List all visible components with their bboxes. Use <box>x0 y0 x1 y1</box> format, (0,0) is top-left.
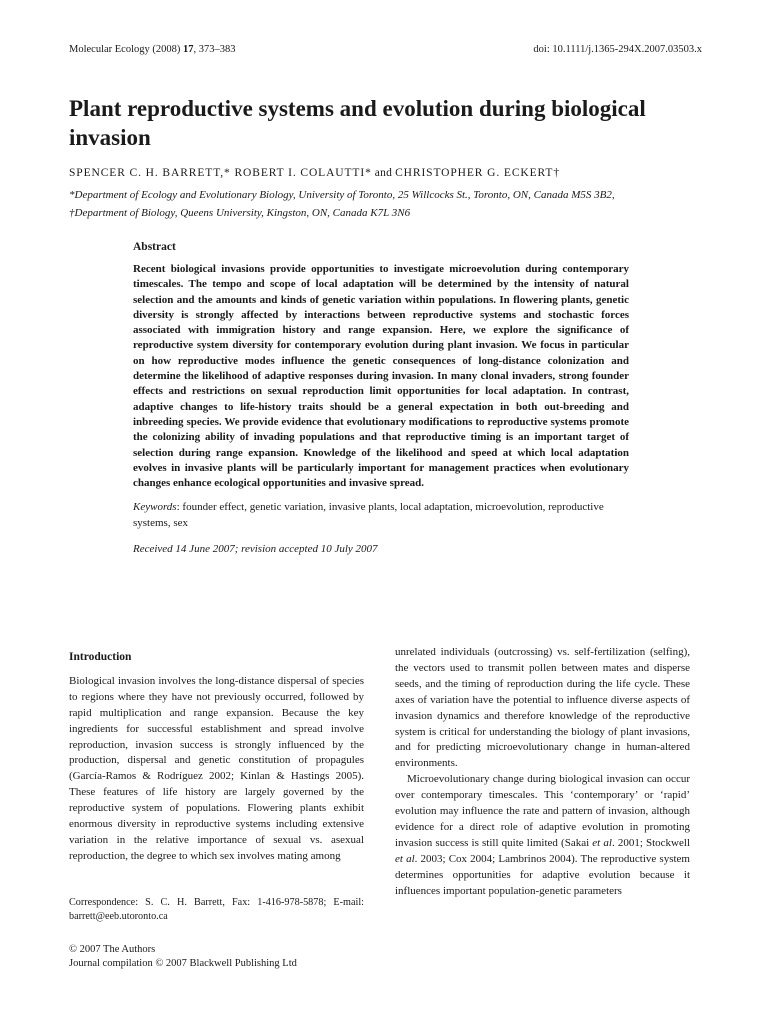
affiliation-queens: †Department of Biology, Queens University, Kingston, ON, Canada K7L 3N6 <box>69 207 411 219</box>
copyright-block <box>69 943 297 971</box>
keywords-text: : founder effect, genetic variation, invasive plants, local adaptation, microevolution, reproductive systems, sex <box>133 501 604 529</box>
abstract-heading: Abstract <box>133 241 176 253</box>
keywords <box>133 500 629 531</box>
right-paragraph-1: unrelated individuals (outcrossing) vs. self-fertilization (selfing), the vectors used to transmit pollen between mates and disperse seeds, and the timing of reproduction during the life cycle. These axes of variation have the potential to influence diverse aspects of invasion dynamics and therefore knowledge of the reproductive system is critical for understanding the biology of plant invasions, and for predicting microevolutionary change in human-altered environments. <box>395 646 690 770</box>
copyright-authors: © 2007 The Authors <box>69 944 156 955</box>
right-column <box>395 645 690 900</box>
abstract-section <box>133 241 629 555</box>
introduction-paragraph-1: Biological invasion involves the long-distance dispersal of species to regions where they have not previously occurred, followed by rapid multiplication and range expansion. Because the key ingredients for successful establishment and spread involve reproduction, invasion success is strongly influenced by the production, dispersal and genetic constitution of propagules (García-Ramos & Rodríguez 2002; Kinlan & Hastings 2005). These features of life history are largely governed by the reproductive system of populations. Flowering plants exhibit enormous diversity in reproductive systems including extensive variation in the relative importance of sexual vs. asexual reproduction, the degree to which sex involves mating among <box>69 674 364 862</box>
et-al-1: et al <box>592 836 612 849</box>
affiliations <box>69 186 709 222</box>
journal-citation <box>69 44 236 55</box>
correspondence-note: Correspondence: S. C. H. Barrett, Fax: 1-416-978-5878; E-mail: barrett@eeb.utoronto.ca <box>69 897 364 922</box>
author-list <box>69 167 560 179</box>
authors-and: and <box>371 167 396 179</box>
journal-pages: , 373–383 <box>193 44 236 55</box>
keywords-label: Keywords <box>133 501 177 514</box>
authors-last: CHRISTOPHER G. ECKERT† <box>395 167 560 179</box>
abstract-text: Recent biological invasions provide opportunities to investigate microevolution during contemporary timescales. The tempo and scope of local adaptation will be determined by the intensity of natural selection and the amounts and kinds of genetic variation within populations. In flowering plants, genetic diversity is strongly affected by interactions between reproductive systems and stochastic forces associated with immigration history and range expansion. Here, we explore the significance of reproductive system diversity for contemporary evolution during plant invasion. We focus in particular on how reproductive modes influence the genetic consequences of long-distance colonization and determine the likelihood of adaptive responses during invasion. In many clonal invaders, strong founder effects and restrictions on sexual reproduction limit opportunities for local adaptation. In contrast, adaptive changes to life-history traits should be a general expectation in both out-breeding and inbreeding species. We provide evidence that evolutionary modifications to reproductive systems promote the colonizing ability of invading populations and that reproductive timing is an important target of selection during range expansion. Knowledge of the likelihood and speed at which local adaptation evolves in invasive plants will be particularly important for management practices when evolutionary changes enhance ecological opportunities and invasive spread. <box>133 263 629 490</box>
journal-volume: 17 <box>183 44 194 55</box>
p2-part-b: . 2001; Stockwell <box>611 836 691 849</box>
right-paragraph-2 <box>395 772 690 899</box>
article-title: Plant reproductive systems and evolution during biological invasion <box>69 96 646 150</box>
et-al-2: et al <box>395 852 415 865</box>
p2-part-c: . 2003; Cox 2004; Lambrinos 2004). The reproductive system determines opportunities for adaptive evolution because it influences important population-genetic parameters <box>395 852 690 897</box>
received-dates: Received 14 June 2007; revision accepted 10 July 2007 <box>133 543 378 556</box>
left-column <box>69 650 364 865</box>
copyright-journal: Journal compilation © 2007 Blackwell Publishing Ltd <box>69 958 297 969</box>
authors-first: SPENCER C. H. BARRETT,* ROBERT I. COLAUTTI* <box>69 167 372 179</box>
journal-name: Molecular Ecology (2008) <box>69 44 184 55</box>
affiliation-toronto: *Department of Ecology and Evolutionary Biology, University of Toronto, 25 Willcocks St., Toronto, ON, Canada M5S 3B2, <box>69 189 615 201</box>
doi[interactable]: doi: 10.1111/j.1365-294X.2007.03503.x <box>533 44 702 55</box>
p2-part-a: Microevolutionary change during biological invasion can occur over contemporary timescales. This ‘contemporary’ or ‘rapid’ evolution may influence the rate and pattern of invasion, although evidence for a direct role of adaptive evolution in promoting invasion success is still quite limited (Sakai <box>395 773 690 849</box>
introduction-heading: Introduction <box>69 651 132 663</box>
